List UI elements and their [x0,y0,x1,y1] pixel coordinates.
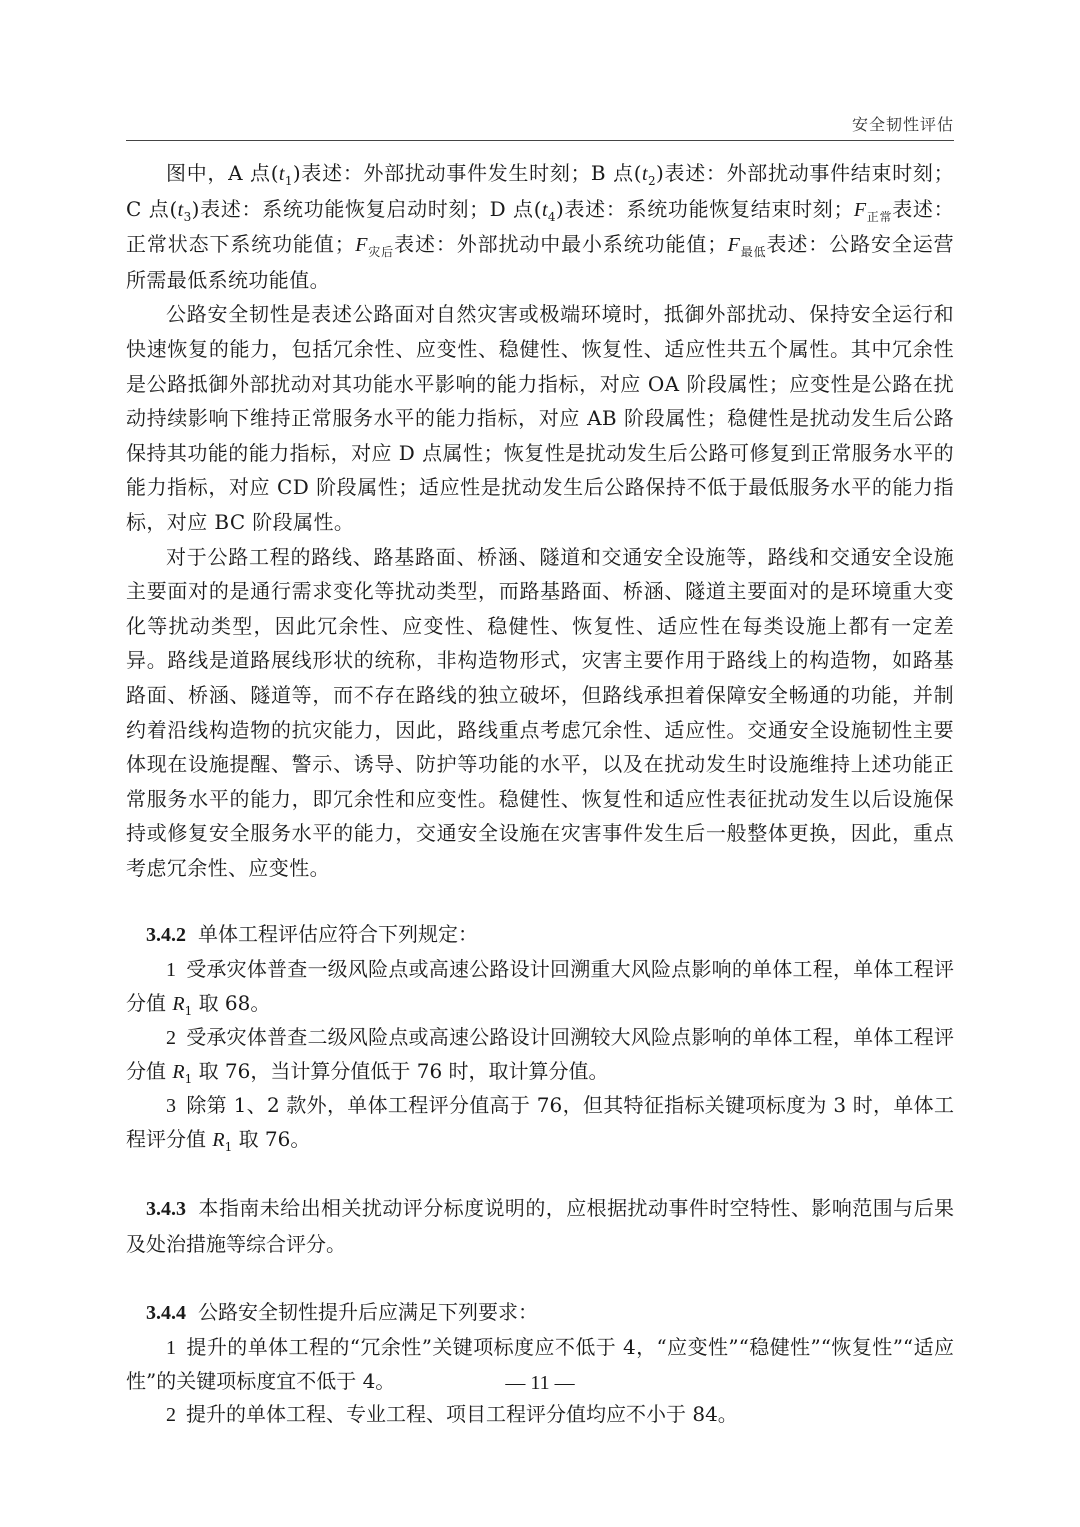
page-body [126,156,954,1432]
clause-3-4-3: 3.4.3 本指南未给出相关扰动评分标度说明的，应根据扰动事件时空特性、影响范围与后果及处治措施等综合评分。 [126,1196,954,1256]
clause-3-4-2-heading: 3.4.2 单体工程评估应符合下列规定： [146,922,478,947]
header-divider [126,140,954,141]
clause-3-4-2-item-1: 1 受承灾体普查一级风险点或高速公路设计回溯重大风险点影响的单体工程，单体工程评分值 $R_1$ 取 68。 [126,957,954,1019]
clause-3-4-4-item-1: 1 提升的单体工程的“冗余性”关键项标度应不低于 4，“应变性”“稳健性”“恢复性”“适应性”的关键项标度宜不低于 4。 [126,1334,954,1393]
page-number: — 11 — [505,1372,575,1394]
paragraph-resilience-definition: 公路安全韧性是表述公路面对自然灾害或极端环境时，抵御外部扰动、保持安全运行和快速恢复的能力，包括冗余性、应变性、稳健性、恢复性、适应性共五个属性。其中冗余性是公路抵御外部扰动对其功能水平影响的能力指标，对应 OA 阶段属性；应变性是公路在扰动持续影响下维持正常服务水平的能力指标，对应 AB 阶段属性；稳健性是扰动发生后公路保持其功能的能力指标，对应 D 点属性；恢复性是扰动发生后公路可修复到正常服务水平的能力指标，对应 CD 阶段属性；适应性是扰动发生后公路保持不低于最低服务水平的能力指标，对应 BC 阶段属性。 [126,302,954,534]
paragraph-facility-differences: 对于公路工程的路线、路基路面、桥涵、隧道和交通安全设施等，路线和交通安全设施主要面对的是通行需求变化等扰动类型，而路基路面、桥涵、隧道主要面对的是环境重大变化等扰动类型，因此冗余性、应变性、稳健性、恢复性、适应性在每类设施上都有一定差异。路线是道路展线形状的统称，非构造物形式，灾害主要作用于路线上的构造物，如路基路面、桥涵、隧道等，而不存在路线的独立破坏，但路线承担着保障安全畅通的功能，并制约着沿线构造物的抗灾能力，因此，路线重点考虑冗余性、适应性。交通安全设施韧性主要体现在设施提醒、警示、诱导、防护等功能的水平，以及在扰动发生时设施维持上述功能正常服务水平的能力，即冗余性和应变性。稳健性、恢复性和适应性表征扰动发生以后设施保持或修复安全服务水平的能力，交通安全设施在灾害事件发生后一般整体更换，因此，重点考虑冗余性、应变性。 [126,544,954,880]
clause-3-4-4-heading: 3.4.4 公路安全韧性提升后应满足下列要求： [146,1300,538,1325]
clause-3-4-4-item-2: 2 提升的单体工程、专业工程、项目工程评分值均应不小于 84。 [166,1401,738,1426]
figure-description: 图中，A 点$(t_1)$表述：外部扰动事件发生时刻；B 点$(t_2)$表述：外部扰动事件结束时刻；C 点$(t_3)$表述：系统功能恢复启动时刻；D 点$(t_4)$表述：系统功能恢复结束时刻；$F_{正常}$表述：正常状态下系统功能值；$F_{灾后}$表述：外部扰动中最小系统功能值；$F_{最低}$表述：公路安全运营所需最低系统功能值。 [126,161,954,292]
running-header: 安全韧性评估 [851,115,954,134]
clause-3-4-2-item-2: 2 受承灾体普查二级风险点或高速公路设计回溯较大风险点影响的单体工程，单体工程评分值 $R_1$ 取 76，当计算分值低于 76 时，取计算分值。 [126,1025,954,1087]
clause-3-4-2-item-3: 3 除第 1、2 款外，单体工程评分值高于 76，但其特征指标关键项标度为 3 时，单体工程评分值 $R_1$ 取 76。 [126,1093,954,1155]
